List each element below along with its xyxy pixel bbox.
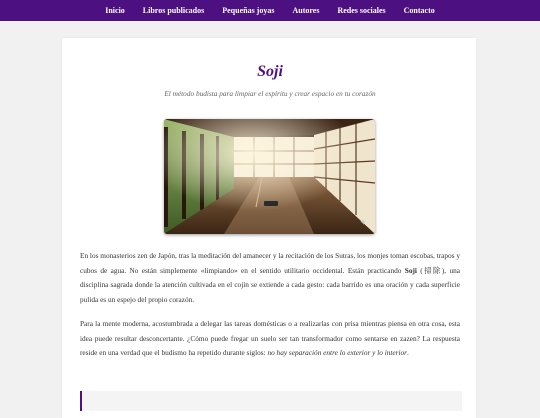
paragraph-2-text-a: Para la mente moderna, acostumbrada a delegar las tareas domésticas o a realizarlas con prisa mientras piensa en otra cosa, esta idea puede resultar desconcertante. ¿Cómo puede fregar un suelo ser tan transformador como sentarse en zazen? La respuesta reside en una verdad que el budismo ha repetido durante siglos:	[80, 319, 460, 357]
article-paragraph-1	[80, 249, 460, 307]
top-navbar	[0, 0, 540, 21]
paragraph-1-text-b: (掃除), una disciplina sagrada donde la atención cultivada en el cojín se extiende a cada gesto: cada barrido es una oración y cada superficie pulida es un espejo del propio corazón.	[80, 265, 460, 304]
paragraph-1-text-a: En los monasterios zen de Japón, tras la meditación del amanecer y la recitación de los Sutras, los monjes toman escobas, trapos y cubos de agua. No están simplemente «limpiando» en el sentido utilitario occidental. Están practicando	[80, 251, 460, 275]
temple-corridor-illustration	[164, 119, 375, 234]
article-image[interactable]	[164, 119, 375, 234]
paragraph-2-italic-phrase: no hay separación entre lo exterior y lo interior	[267, 348, 407, 357]
blockquote	[80, 391, 462, 411]
nav-link-pequenas-joyas[interactable]: Pequeñas joyas	[222, 6, 275, 15]
article-subtitle: El método budista para limpiar el espíritu y crear espacio en tu corazón	[164, 89, 376, 98]
nav-link-redes-sociales[interactable]: Redes sociales	[337, 6, 386, 15]
nav-link-autores[interactable]: Autores	[292, 6, 320, 15]
nav-link-libros-publicados[interactable]: Libros publicados	[142, 6, 205, 15]
nav-link-contacto[interactable]: Contacto	[403, 6, 435, 15]
article-paragraph-2	[80, 317, 460, 361]
expand-icon[interactable]: ✦	[359, 218, 367, 228]
article-title: Soji	[257, 63, 283, 80]
paragraph-2-text-b: .	[407, 348, 409, 357]
nav-link-inicio[interactable]: Inicio	[105, 6, 125, 15]
paragraph-1-bold-term: Soji	[404, 265, 417, 275]
